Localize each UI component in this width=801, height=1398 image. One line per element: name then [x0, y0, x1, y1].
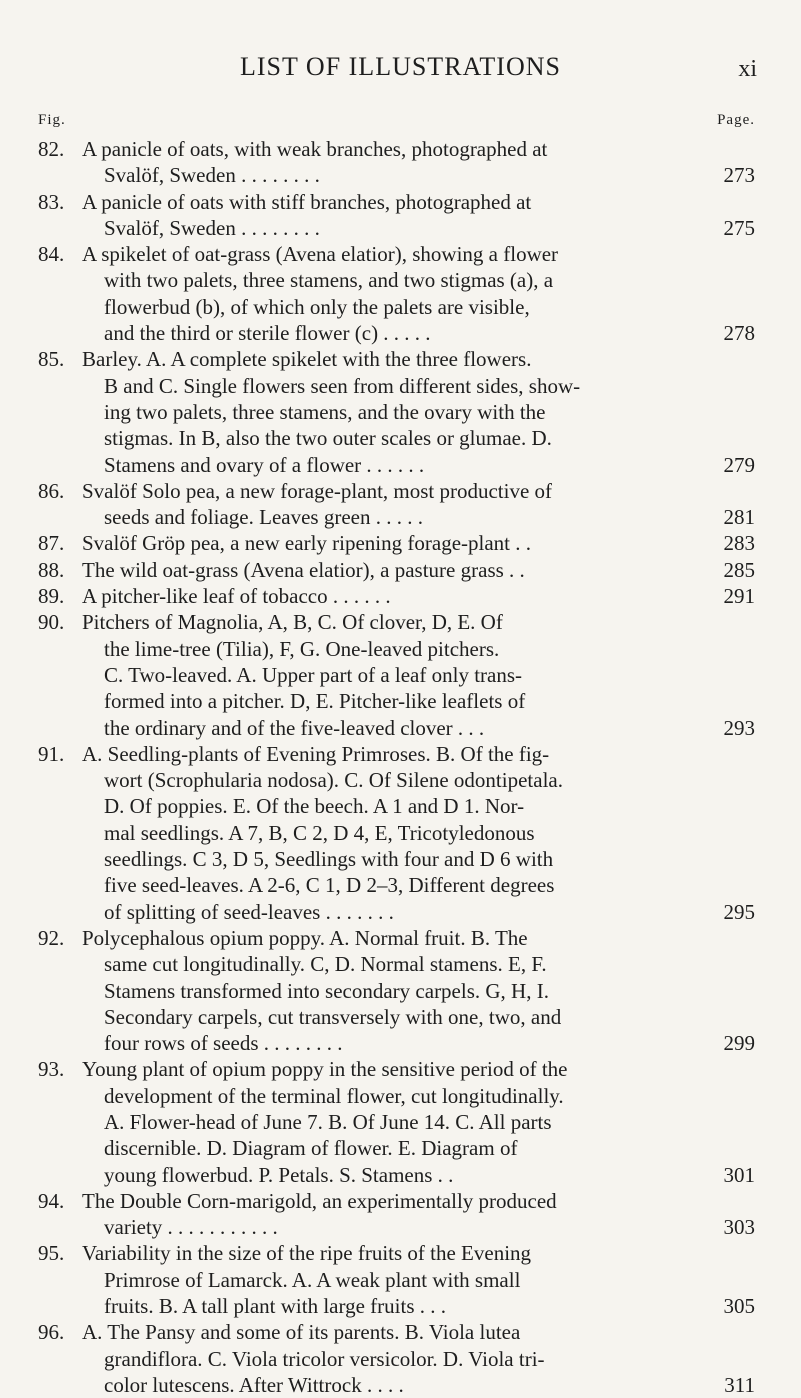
figure-caption — [82, 583, 692, 609]
figure-caption — [82, 530, 692, 556]
page-reference: 278 — [723, 321, 755, 346]
figure-number: 83. — [38, 189, 65, 214]
figure-number: 82. — [38, 137, 65, 161]
caption-line: the ordinary and of the five-leaved clover . . . — [104, 715, 485, 740]
caption-line: formed into a pitcher. D, E. Pitcher-like leaflets of — [104, 689, 526, 714]
page-number-roman: xi — [738, 56, 757, 82]
page-column-label: Page. — [717, 112, 755, 128]
page-reference: 305 — [723, 1294, 755, 1319]
figure-caption — [82, 136, 692, 189]
figure-caption — [82, 1188, 692, 1241]
caption-line: Young plant of opium poppy in the sensitive period of the — [82, 1057, 568, 1082]
list-entry — [0, 346, 801, 477]
caption-line: grandiflora. C. Viola tricolor versicolor. D. Viola tri- — [104, 1346, 545, 1371]
caption-line: Svalöf Solo pea, a new forage-plant, most productive of — [82, 478, 553, 503]
figure-number: 86. — [38, 478, 65, 503]
caption-line: with two palets, three stamens, and two stigmas (a), a — [104, 268, 554, 293]
page-reference: 279 — [723, 452, 755, 477]
caption-line: A panicle of oats with stiff branches, photographed at — [82, 189, 532, 214]
page-reference: 273 — [723, 163, 755, 188]
page-reference: 311 — [724, 1372, 755, 1397]
list-entry — [0, 189, 801, 242]
caption-line: same cut longitudinally. C, D. Normal stamens. E, F. — [104, 952, 547, 977]
caption-line: development of the terminal flower, cut longitudinally. — [104, 1083, 564, 1108]
figure-number: 92. — [38, 925, 65, 950]
list-entry — [0, 1188, 801, 1241]
caption-line: Svalöf, Sweden . . . . . . . . — [104, 215, 320, 240]
figure-number: 88. — [38, 557, 65, 582]
list-entry — [0, 925, 801, 1056]
caption-line: mal seedlings. A 7, B, C 2, D 4, E, Tricotyledonous — [104, 820, 535, 845]
page-reference: 303 — [723, 1215, 755, 1240]
caption-line: stigmas. In B, also the two outer scales or glumae. D. — [104, 426, 552, 451]
figure-number: 96. — [38, 1320, 65, 1345]
caption-line: seeds and foliage. Leaves green . . . . . — [104, 505, 423, 530]
list-entry — [0, 1319, 801, 1398]
caption-line: the lime-tree (Tilia), F, G. One-leaved pitchers. — [104, 636, 500, 661]
list-entry — [0, 583, 801, 609]
caption-line: Polycephalous opium poppy. A. Normal fruit. B. The — [82, 925, 528, 950]
figure-number: 87. — [38, 531, 65, 556]
caption-line: Svalöf, Sweden . . . . . . . . — [104, 163, 320, 188]
figure-caption — [82, 1319, 692, 1398]
list-entry — [0, 557, 801, 583]
caption-line: B and C. Single flowers seen from different sides, show- — [104, 373, 581, 398]
figure-caption — [82, 1056, 692, 1187]
figure-caption — [82, 741, 692, 925]
page-reference: 301 — [723, 1162, 755, 1187]
caption-line: A. The Pansy and some of its parents. B. Viola lutea — [82, 1320, 521, 1345]
caption-line: A spikelet of oat-grass (Avena elatior), showing a flower — [82, 242, 559, 267]
caption-line: Primrose of Lamarck. A. A weak plant with small — [104, 1267, 521, 1292]
page-reference: 285 — [723, 557, 755, 582]
list-entry — [0, 136, 801, 189]
illustration-list — [0, 136, 801, 1398]
figure-number: 94. — [38, 1188, 65, 1213]
figure-number: 89. — [38, 584, 65, 609]
list-entry — [0, 1240, 801, 1319]
caption-line: ing two palets, three stamens, and the ovary with the — [104, 399, 546, 424]
figure-number: 91. — [38, 741, 65, 766]
figure-number: 93. — [38, 1057, 65, 1082]
caption-line: fruits. B. A tall plant with large fruits . . . — [104, 1294, 446, 1319]
figure-caption — [82, 346, 692, 477]
page-reference: 275 — [723, 215, 755, 240]
figure-caption — [82, 925, 692, 1056]
list-entry — [0, 741, 801, 925]
page-reference: 299 — [723, 1031, 755, 1056]
caption-line: wort (Scrophularia nodosa). C. Of Silene odontipetala. — [104, 768, 563, 793]
caption-line: Secondary carpels, cut transversely with one, two, and — [104, 1004, 562, 1029]
page-reference: 295 — [723, 899, 755, 924]
figure-caption — [82, 1240, 692, 1319]
caption-line: The Double Corn-marigold, an experimentally produced — [82, 1188, 557, 1213]
figure-caption — [82, 478, 692, 531]
figure-number: 84. — [38, 242, 65, 267]
caption-line: four rows of seeds . . . . . . . . — [104, 1031, 343, 1056]
page-reference: 283 — [723, 531, 755, 556]
caption-line: Variability in the size of the ripe fruits of the Evening — [82, 1241, 532, 1266]
caption-line: and the third or sterile flower (c) . . . . . — [104, 321, 431, 346]
caption-line: Stamens transformed into secondary carpels. G, H, I. — [104, 978, 549, 1003]
caption-line: five seed-leaves. A 2-6, C 1, D 2–3, Different degrees — [104, 873, 555, 898]
page-header — [0, 52, 801, 92]
list-entry — [0, 478, 801, 531]
page-title: LIST OF ILLUSTRATIONS — [240, 52, 561, 81]
caption-line: A. Flower-head of June 7. B. Of June 14. C. All parts — [104, 1109, 552, 1134]
caption-line: flowerbud (b), of which only the palets are visible, — [104, 294, 530, 319]
figure-caption — [82, 609, 692, 740]
page-reference: 281 — [723, 505, 755, 530]
caption-line: Svalöf Gröp pea, a new early ripening forage-plant . . — [82, 531, 531, 556]
caption-line: seedlings. C 3, D 5, Seedlings with four and D 6 with — [104, 847, 554, 872]
caption-line: A. Seedling-plants of Evening Primroses. B. Of the fig- — [82, 741, 550, 766]
caption-line: of splitting of seed-leaves . . . . . . . — [104, 899, 394, 924]
list-entry — [0, 1056, 801, 1187]
figure-caption — [82, 241, 692, 346]
caption-line: color lutescens. After Wittrock . . . . — [104, 1372, 404, 1397]
figure-number: 85. — [38, 347, 65, 372]
list-entry — [0, 241, 801, 346]
caption-line: A panicle of oats, with weak branches, photographed at — [82, 137, 548, 161]
caption-line: The wild oat-grass (Avena elatior), a pasture grass . . — [82, 557, 525, 582]
caption-line: D. Of poppies. E. Of the beech. A 1 and D 1. Nor- — [104, 794, 525, 819]
figure-number: 90. — [38, 610, 65, 635]
caption-line: variety . . . . . . . . . . . — [104, 1215, 278, 1240]
page-reference: 293 — [723, 715, 755, 740]
caption-line: C. Two-leaved. A. Upper part of a leaf only trans- — [104, 662, 523, 687]
fig-column-label: Fig. — [38, 112, 66, 128]
caption-line: Pitchers of Magnolia, A, B, C. Of clover, D, E. Of — [82, 610, 503, 635]
figure-number: 95. — [38, 1241, 65, 1266]
list-entry — [0, 609, 801, 740]
list-entry — [0, 530, 801, 556]
caption-line: discernible. D. Diagram of flower. E. Diagram of — [104, 1136, 518, 1161]
figure-caption — [82, 189, 692, 242]
caption-line: Stamens and ovary of a flower . . . . . . — [104, 452, 425, 477]
caption-line: young flowerbud. P. Petals. S. Stamens . . — [104, 1162, 454, 1187]
caption-line: A pitcher-like leaf of tobacco . . . . . . — [82, 584, 391, 609]
figure-caption — [82, 557, 692, 583]
page-reference: 291 — [723, 584, 755, 609]
caption-line: Barley. A. A complete spikelet with the three flowers. — [82, 347, 532, 372]
